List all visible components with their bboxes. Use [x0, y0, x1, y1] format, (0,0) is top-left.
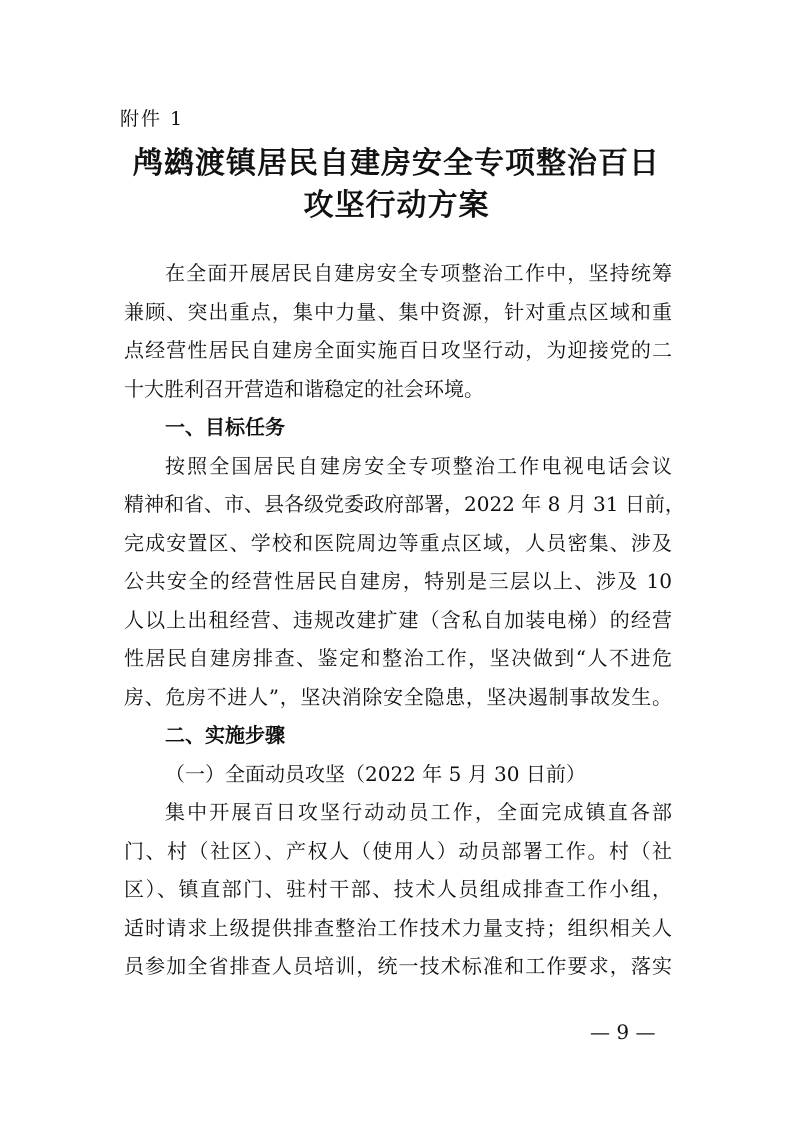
intro-line: 点经营性居民自建房全面实施百日攻坚行动，为迎接党的二: [124, 338, 672, 362]
section2-line: 员参加全省排查人员培训，统一技术标准和工作要求，落实: [124, 954, 672, 978]
section1-line: 性居民自建房排查、鉴定和整治工作，坚决做到“人不进危: [124, 646, 672, 670]
section1-line: 公共安全的经营性居民自建房，特别是三层以上、涉及 10: [124, 569, 672, 593]
section1-line: 精神和省、市、县各级党委政府部署，2022 年 8 月 31 日前，: [124, 492, 685, 516]
document-title-line-2: 攻坚行动方案: [303, 188, 490, 223]
section1-line: 人以上出租经营、违规改建扩建（含私自加装电梯）的经营: [124, 607, 672, 632]
section2-line: 区）、镇直部门、驻村干部、技术人员组成排查工作小组，: [124, 877, 672, 901]
section2-line: 门、村（社区）、产权人（使用人）动员部署工作。村（社: [124, 838, 672, 863]
section-heading-steps: 二、实施步骤: [165, 723, 285, 747]
document-body: [124, 254, 685, 986]
subsection-heading: （一）全面动员攻坚（2022 年 5 月 30 日前）: [165, 761, 586, 786]
attachment-label: 附件 1: [120, 108, 185, 130]
section1-line: 房、危房不进人”，坚决消除安全隐患，坚决遏制事故发生。: [124, 684, 672, 709]
section2-line: 集中开展百日攻坚行动动员工作，全面完成镇直各部: [165, 800, 672, 824]
document-title-line-1: 鸬鹚渡镇居民自建房安全专项整治百日: [133, 146, 660, 181]
section1-line: 按照全国居民自建房安全专项整治工作电视电话会议: [165, 453, 672, 478]
section1-line: 完成安置区、学校和医院周边等重点区域，人员密集、涉及: [124, 530, 672, 555]
intro-line: 兼顾、突出重点，集中力量、集中资源，针对重点区域和重: [124, 299, 672, 324]
section2-line: 适时请求上级提供排查整治工作技术力量支持；组织相关人: [124, 915, 672, 940]
page-number: — 9 —: [590, 1020, 656, 1044]
intro-line: 在全面开展居民自建房安全专项整治工作中，坚持统筹: [165, 261, 672, 285]
section-heading-goals: 一、目标任务: [165, 415, 285, 439]
intro-line: 十大胜利召开营造和谐稳定的社会环境。: [124, 376, 484, 401]
